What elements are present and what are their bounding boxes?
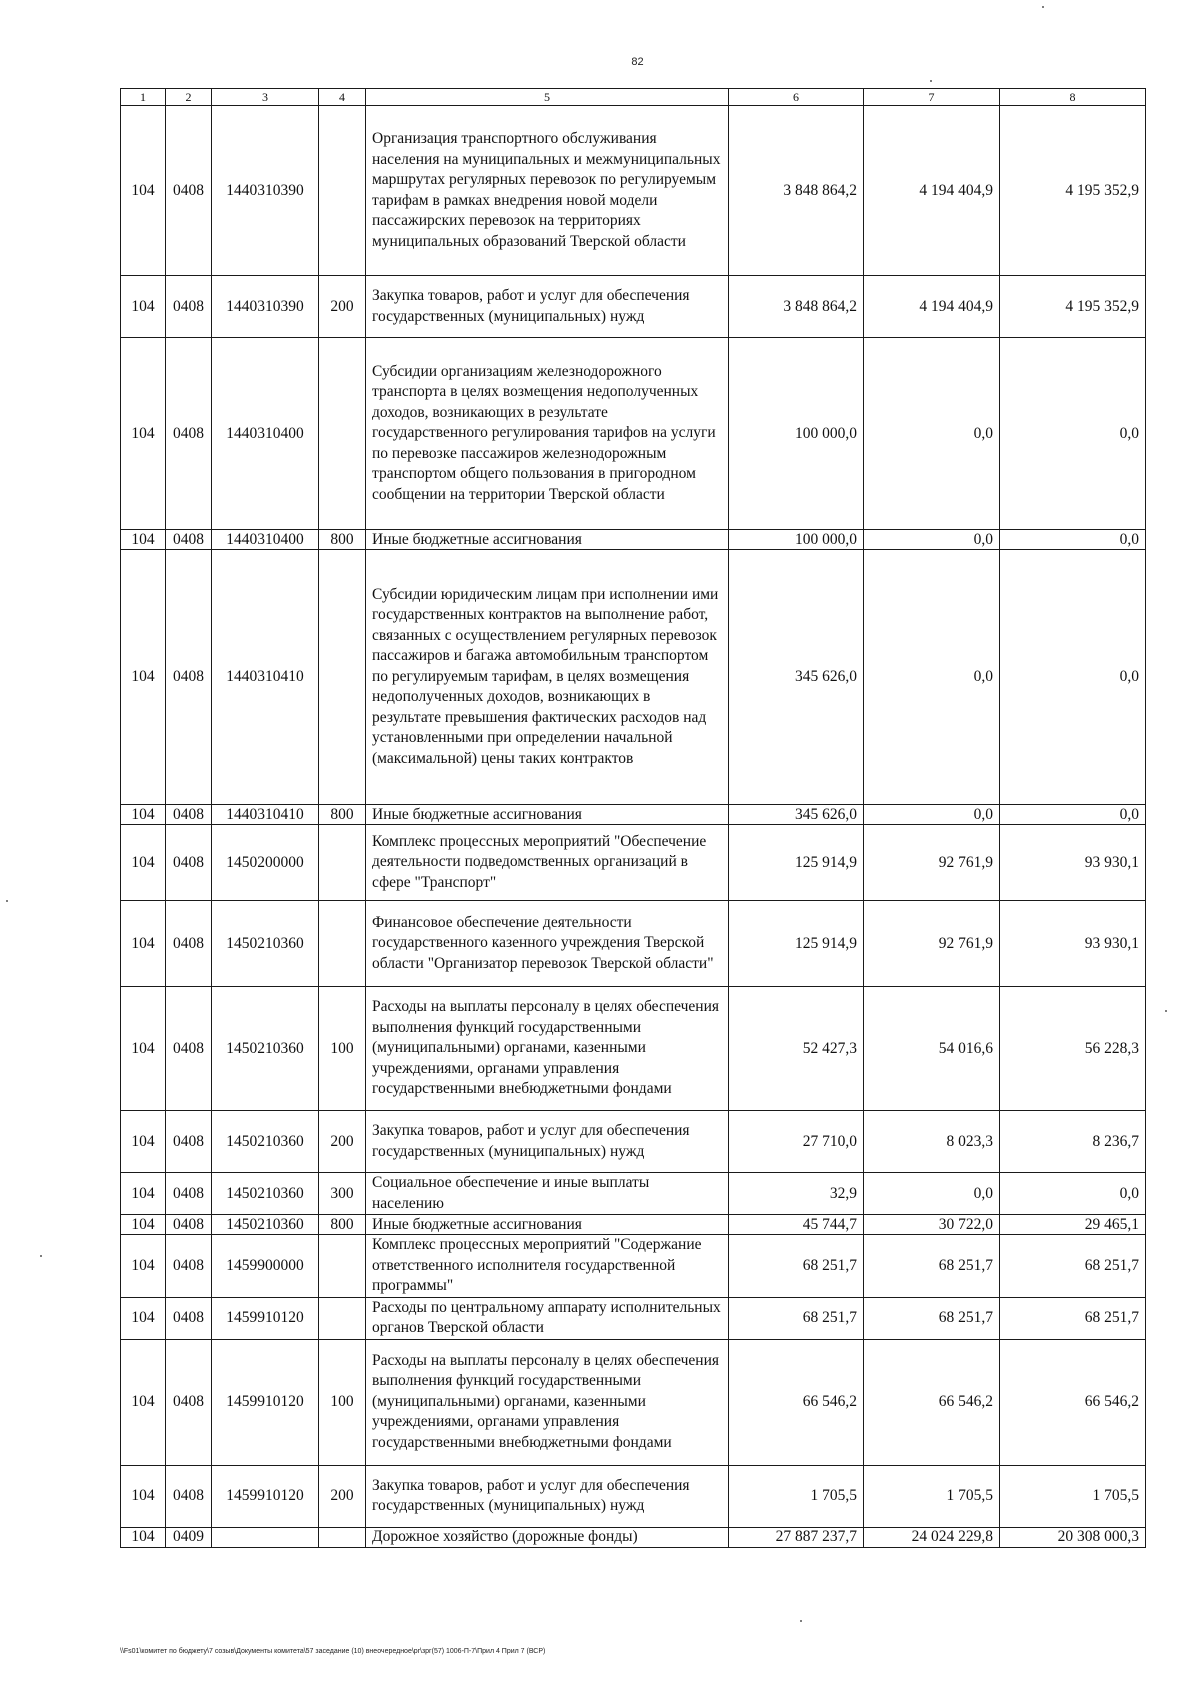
row-description: Дорожное хозяйство (дорожные фонды) xyxy=(366,1527,729,1547)
target-article-code: 1440310400 xyxy=(212,338,319,530)
subsection-code: 0408 xyxy=(166,1339,212,1465)
target-article-code: 1459910120 xyxy=(212,1297,319,1339)
expense-type-code xyxy=(319,550,366,805)
table-row xyxy=(121,276,1146,338)
table-row xyxy=(121,106,1146,276)
amount-col-8: 4 195 352,9 xyxy=(1000,276,1146,338)
target-article-code: 1440310390 xyxy=(212,276,319,338)
target-article-code: 1450210360 xyxy=(212,1173,319,1215)
row-description: Финансовое обеспечение деятельности государственного казенного учреждения Тверской области "Организатор перевозок Тверской области" xyxy=(366,901,729,987)
table-row xyxy=(121,338,1146,530)
table-row xyxy=(121,1527,1146,1547)
row-description: Расходы по центральному аппарату исполнительных органов Тверской области xyxy=(366,1297,729,1339)
expense-type-code: 800 xyxy=(319,1215,366,1235)
scan-speck xyxy=(930,80,932,82)
amount-col-7: 0,0 xyxy=(864,550,1000,805)
table-row xyxy=(121,901,1146,987)
subsection-code: 0408 xyxy=(166,1297,212,1339)
section-code: 104 xyxy=(121,1297,166,1339)
subsection-code: 0408 xyxy=(166,1215,212,1235)
amount-col-8: 66 546,2 xyxy=(1000,1339,1146,1465)
target-article-code: 1440310400 xyxy=(212,530,319,550)
table-row xyxy=(121,550,1146,805)
page-number: 82 xyxy=(631,56,644,68)
column-header: 4 xyxy=(319,89,366,106)
column-header: 3 xyxy=(212,89,319,106)
amount-col-6: 1 705,5 xyxy=(729,1465,864,1527)
amount-col-7: 4 194 404,9 xyxy=(864,276,1000,338)
row-description: Социальное обеспечение и иные выплаты населению xyxy=(366,1173,729,1215)
amount-col-6: 125 914,9 xyxy=(729,825,864,901)
row-description: Субсидии организациям железнодорожного транспорта в целях возмещения недополученных доходов, возникающих в результате государственного регулирования тарифов на услуги по перевозке пассажиров железнодорожным транспортом общего пользования в пригородном сообщении на территории Тверской области xyxy=(366,338,729,530)
amount-col-6: 66 546,2 xyxy=(729,1339,864,1465)
budget-table xyxy=(120,88,1146,1548)
amount-col-7: 0,0 xyxy=(864,338,1000,530)
amount-col-8: 4 195 352,9 xyxy=(1000,106,1146,276)
section-code: 104 xyxy=(121,1235,166,1298)
amount-col-7: 0,0 xyxy=(864,805,1000,825)
amount-col-8: 68 251,7 xyxy=(1000,1235,1146,1298)
table-row xyxy=(121,1111,1146,1173)
target-article-code: 1459900000 xyxy=(212,1235,319,1298)
column-header: 7 xyxy=(864,89,1000,106)
expense-type-code xyxy=(319,1527,366,1547)
section-code: 104 xyxy=(121,1527,166,1547)
column-header: 6 xyxy=(729,89,864,106)
file-path-footer: \\Fs01\комитет по бюджету\7 созыв\Документы комитета\57 заседание (10) внеочередное\pr\зрг(57) 1006-П-7\Прил 4 Прил 7 (ВСР) xyxy=(120,1648,546,1655)
target-article-code xyxy=(212,1527,319,1547)
target-article-code: 1450210360 xyxy=(212,901,319,987)
amount-col-7: 1 705,5 xyxy=(864,1465,1000,1527)
target-article-code: 1450210360 xyxy=(212,1215,319,1235)
subsection-code: 0408 xyxy=(166,276,212,338)
section-code: 104 xyxy=(121,1465,166,1527)
target-article-code: 1440310410 xyxy=(212,550,319,805)
column-header: 8 xyxy=(1000,89,1146,106)
table-row xyxy=(121,805,1146,825)
amount-col-7: 4 194 404,9 xyxy=(864,106,1000,276)
section-code: 104 xyxy=(121,530,166,550)
row-description: Расходы на выплаты персоналу в целях обеспечения выполнения функций государственными (муниципальными) органами, казенными учреждениями, органами управления государственными внебюджетными фондами xyxy=(366,987,729,1111)
target-article-code: 1459910120 xyxy=(212,1339,319,1465)
section-code: 104 xyxy=(121,550,166,805)
amount-col-6: 27 710,0 xyxy=(729,1111,864,1173)
amount-col-6: 52 427,3 xyxy=(729,987,864,1111)
expense-type-code: 800 xyxy=(319,805,366,825)
amount-col-7: 30 722,0 xyxy=(864,1215,1000,1235)
row-description: Организация транспортного обслуживания населения на муниципальных и межмуниципальных маршрутах регулярных перевозок по регулируемым тарифам в рамках внедрения новой модели пассажирских перевозок на территориях муниципальных образований Тверской области xyxy=(366,106,729,276)
column-header: 5 xyxy=(366,89,729,106)
section-code: 104 xyxy=(121,805,166,825)
subsection-code: 0408 xyxy=(166,987,212,1111)
expense-type-code xyxy=(319,106,366,276)
amount-col-6: 3 848 864,2 xyxy=(729,106,864,276)
amount-col-7: 92 761,9 xyxy=(864,901,1000,987)
expense-type-code: 200 xyxy=(319,1465,366,1527)
amount-col-6: 32,9 xyxy=(729,1173,864,1215)
amount-col-7: 24 024 229,8 xyxy=(864,1527,1000,1547)
amount-col-6: 100 000,0 xyxy=(729,338,864,530)
amount-col-6: 345 626,0 xyxy=(729,805,864,825)
section-code: 104 xyxy=(121,106,166,276)
amount-col-6: 3 848 864,2 xyxy=(729,276,864,338)
subsection-code: 0408 xyxy=(166,106,212,276)
subsection-code: 0408 xyxy=(166,530,212,550)
subsection-code: 0408 xyxy=(166,1111,212,1173)
amount-col-7: 66 546,2 xyxy=(864,1339,1000,1465)
row-description: Иные бюджетные ассигнования xyxy=(366,1215,729,1235)
amount-col-8: 0,0 xyxy=(1000,338,1146,530)
amount-col-7: 8 023,3 xyxy=(864,1111,1000,1173)
subsection-code: 0408 xyxy=(166,1235,212,1298)
amount-col-8: 20 308 000,3 xyxy=(1000,1527,1146,1547)
expense-type-code xyxy=(319,338,366,530)
section-code: 104 xyxy=(121,1339,166,1465)
table-row xyxy=(121,1465,1146,1527)
subsection-code: 0408 xyxy=(166,550,212,805)
row-description: Комплекс процессных мероприятий "Обеспечение деятельности подведомственных организаций в сфере "Транспорт" xyxy=(366,825,729,901)
subsection-code: 0408 xyxy=(166,1173,212,1215)
row-description: Иные бюджетные ассигнования xyxy=(366,805,729,825)
subsection-code: 0408 xyxy=(166,1465,212,1527)
amount-col-7: 54 016,6 xyxy=(864,987,1000,1111)
table-row xyxy=(121,1297,1146,1339)
amount-col-8: 0,0 xyxy=(1000,1173,1146,1215)
expense-type-code xyxy=(319,1235,366,1298)
target-article-code: 1440310390 xyxy=(212,106,319,276)
amount-col-7: 0,0 xyxy=(864,530,1000,550)
row-description: Комплекс процессных мероприятий "Содержание ответственного исполнителя государственной программы" xyxy=(366,1235,729,1298)
table-row xyxy=(121,1173,1146,1215)
scan-speck xyxy=(1165,1010,1167,1012)
amount-col-8: 0,0 xyxy=(1000,550,1146,805)
row-description: Закупка товаров, работ и услуг для обеспечения государственных (муниципальных) нужд xyxy=(366,276,729,338)
amount-col-8: 8 236,7 xyxy=(1000,1111,1146,1173)
table-row xyxy=(121,825,1146,901)
column-header: 2 xyxy=(166,89,212,106)
target-article-code: 1440310410 xyxy=(212,805,319,825)
section-code: 104 xyxy=(121,276,166,338)
amount-col-8: 93 930,1 xyxy=(1000,825,1146,901)
amount-col-8: 29 465,1 xyxy=(1000,1215,1146,1235)
table-row xyxy=(121,1339,1146,1465)
amount-col-6: 68 251,7 xyxy=(729,1297,864,1339)
row-description: Субсидии юридическим лицам при исполнении ими государственных контрактов на выполнение работ, связанных с осуществлением регулярных перевозок пассажиров и багажа автомобильным транспортом по регулируемым тарифам, в целях возмещения недополученных доходов, возникающих в результате превышения фактических расходов над установленными при определении начальной (максимальной) цены таких контрактов xyxy=(366,550,729,805)
amount-col-8: 93 930,1 xyxy=(1000,901,1146,987)
amount-col-8: 0,0 xyxy=(1000,805,1146,825)
expense-type-code: 200 xyxy=(319,276,366,338)
table-body xyxy=(121,106,1146,1548)
amount-col-6: 68 251,7 xyxy=(729,1235,864,1298)
amount-col-6: 45 744,7 xyxy=(729,1215,864,1235)
target-article-code: 1459910120 xyxy=(212,1465,319,1527)
section-code: 104 xyxy=(121,338,166,530)
expense-type-code xyxy=(319,1297,366,1339)
amount-col-7: 0,0 xyxy=(864,1173,1000,1215)
expense-type-code: 300 xyxy=(319,1173,366,1215)
table-row xyxy=(121,530,1146,550)
row-description: Закупка товаров, работ и услуг для обеспечения государственных (муниципальных) нужд xyxy=(366,1111,729,1173)
target-article-code: 1450200000 xyxy=(212,825,319,901)
section-code: 104 xyxy=(121,987,166,1111)
expense-type-code xyxy=(319,901,366,987)
table-row xyxy=(121,1215,1146,1235)
amount-col-6: 345 626,0 xyxy=(729,550,864,805)
subsection-code: 0408 xyxy=(166,805,212,825)
subsection-code: 0408 xyxy=(166,825,212,901)
row-description: Закупка товаров, работ и услуг для обеспечения государственных (муниципальных) нужд xyxy=(366,1465,729,1527)
row-description: Иные бюджетные ассигнования xyxy=(366,530,729,550)
subsection-code: 0408 xyxy=(166,901,212,987)
column-header: 1 xyxy=(121,89,166,106)
amount-col-7: 68 251,7 xyxy=(864,1297,1000,1339)
amount-col-7: 92 761,9 xyxy=(864,825,1000,901)
section-code: 104 xyxy=(121,1215,166,1235)
table-row xyxy=(121,987,1146,1111)
amount-col-6: 27 887 237,7 xyxy=(729,1527,864,1547)
scan-speck xyxy=(1042,6,1044,8)
section-code: 104 xyxy=(121,1173,166,1215)
section-code: 104 xyxy=(121,825,166,901)
amount-col-8: 0,0 xyxy=(1000,530,1146,550)
expense-type-code: 100 xyxy=(319,1339,366,1465)
amount-col-7: 68 251,7 xyxy=(864,1235,1000,1298)
subsection-code: 0409 xyxy=(166,1527,212,1547)
scan-speck xyxy=(40,1255,42,1257)
expense-type-code xyxy=(319,825,366,901)
section-code: 104 xyxy=(121,1111,166,1173)
scan-speck xyxy=(6,900,8,902)
scan-speck xyxy=(800,1620,802,1622)
expense-type-code: 100 xyxy=(319,987,366,1111)
amount-col-6: 125 914,9 xyxy=(729,901,864,987)
row-description: Расходы на выплаты персоналу в целях обеспечения выполнения функций государственными (муниципальными) органами, казенными учреждениями, органами управления государственными внебюджетными фондами xyxy=(366,1339,729,1465)
table-row xyxy=(121,1235,1146,1298)
expense-type-code: 200 xyxy=(319,1111,366,1173)
subsection-code: 0408 xyxy=(166,338,212,530)
amount-col-8: 68 251,7 xyxy=(1000,1297,1146,1339)
section-code: 104 xyxy=(121,901,166,987)
amount-col-8: 1 705,5 xyxy=(1000,1465,1146,1527)
table-header xyxy=(121,89,1146,106)
amount-col-6: 100 000,0 xyxy=(729,530,864,550)
amount-col-8: 56 228,3 xyxy=(1000,987,1146,1111)
target-article-code: 1450210360 xyxy=(212,1111,319,1173)
target-article-code: 1450210360 xyxy=(212,987,319,1111)
expense-type-code: 800 xyxy=(319,530,366,550)
